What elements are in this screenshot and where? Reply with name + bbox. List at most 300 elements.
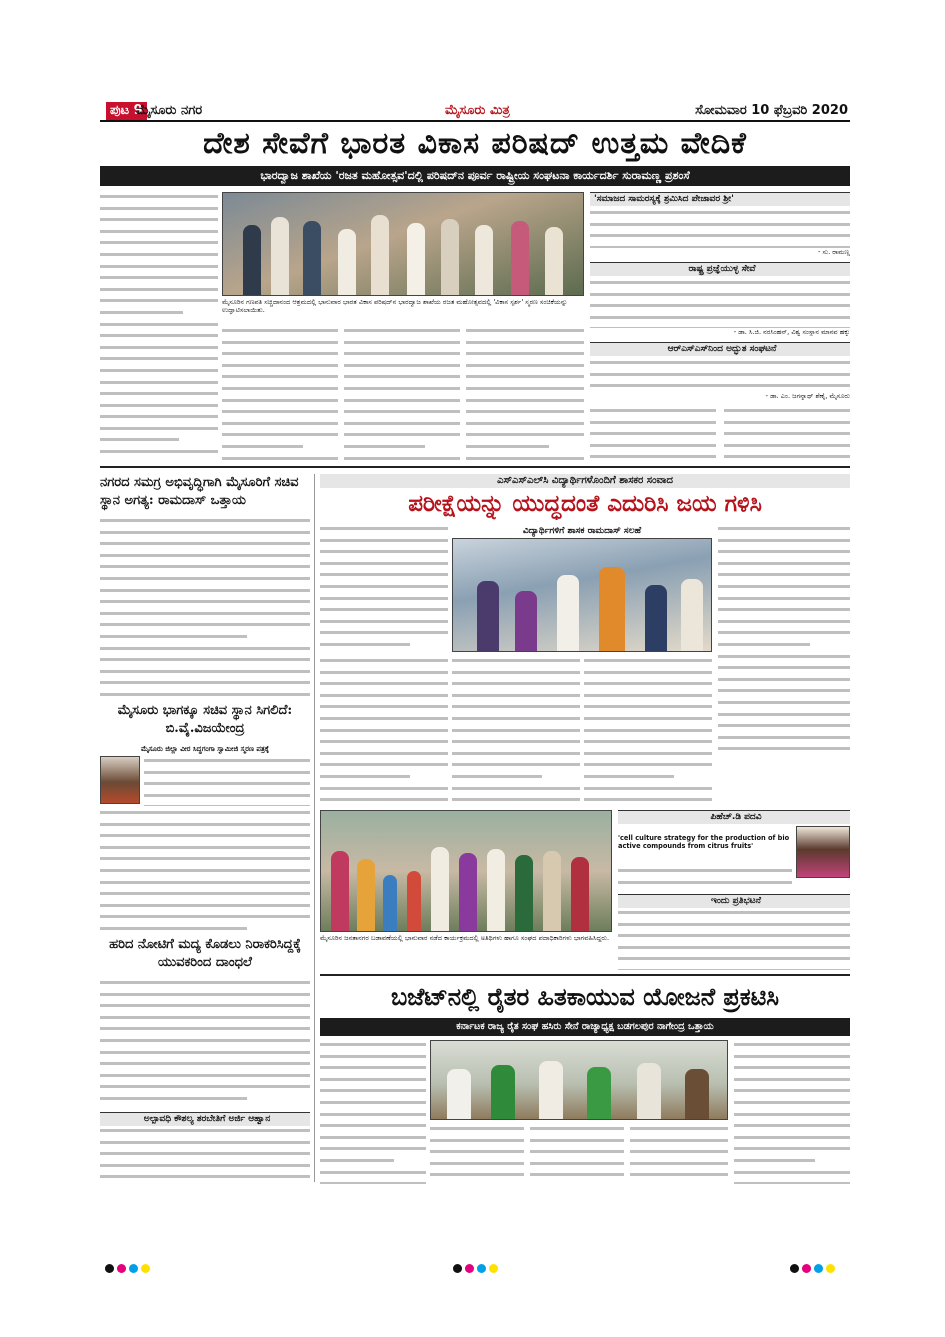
lead-story-body-col2 [222, 326, 338, 462]
body-text-line [100, 565, 310, 574]
body-text-line [344, 329, 460, 338]
photo-person [357, 859, 375, 931]
body-text-line [222, 387, 338, 396]
body-text-line [724, 455, 850, 462]
body-text-line [100, 346, 218, 355]
body-text-line [100, 195, 218, 204]
lead-story-body-col1 [100, 192, 218, 462]
body-text-line [100, 554, 310, 563]
body-text-line [734, 1043, 850, 1052]
body-text-line [734, 1136, 850, 1145]
body-text-line [320, 717, 448, 726]
body-text-line [718, 631, 850, 640]
bottom-body-col4 [630, 1124, 728, 1184]
body-text-line [100, 1164, 310, 1173]
body-text-line [718, 550, 850, 559]
body-text-line [100, 404, 218, 413]
body-text-line [718, 608, 850, 617]
body-text-line [452, 763, 580, 772]
body-text-line [222, 422, 338, 431]
body-text-line [734, 1182, 850, 1184]
photo-person [599, 567, 625, 651]
body-text-line [584, 775, 712, 784]
body-text-line [100, 323, 218, 332]
centre-headline: ಪರೀಕ್ಷೆಯನ್ನು ಯುದ್ಧದಂತೆ ಎದುರಿಸಿ ಜಯ ಗಳಿಸಿ [408, 490, 762, 517]
body-text-line [584, 763, 712, 772]
side-box-3-body [590, 358, 850, 392]
body-text-line [430, 1162, 524, 1171]
photo-person [459, 853, 477, 931]
body-text-line [100, 612, 310, 621]
body-text-line [320, 539, 448, 548]
body-text-line [100, 519, 310, 528]
body-text-line [452, 682, 580, 691]
photo-person [271, 217, 289, 295]
body-text-line [718, 527, 850, 536]
body-text-line [584, 705, 712, 714]
body-text-line [590, 211, 850, 220]
body-text-line [584, 729, 712, 738]
body-text-line [430, 1139, 524, 1148]
body-text-line [100, 600, 310, 609]
body-text-line [100, 1062, 310, 1071]
body-text-line [530, 1162, 624, 1171]
body-text-line [718, 678, 850, 687]
page-header [100, 102, 850, 122]
body-text-line [320, 671, 448, 680]
body-text-line [100, 415, 218, 424]
body-text-line [100, 1175, 310, 1182]
photo-person [447, 1069, 471, 1119]
body-text-line [466, 410, 584, 419]
body-text-line [320, 562, 448, 571]
body-text-line [144, 805, 310, 806]
body-text-line [618, 934, 850, 943]
body-text-line [144, 782, 310, 791]
group-photo-caption: ಮೈಸೂರಿನ ಜನತಾನಗರ ಬಡಾವಣೆಯಲ್ಲಿ ಭಾನುವಾರ ನಡೆದ ಕಾರ್ಯಕ್ರಮದಲ್ಲಿ ಅತಿಥಿಗಳು ಹಾಗೂ ಸಂಘದ ಪದಾಧಿಕಾರಿಗಳು ಭಾಗವಹಿಸಿದ್ದರು. [320, 934, 610, 942]
body-text-line [100, 1039, 310, 1048]
body-text-line [320, 752, 448, 761]
body-text-line [718, 747, 850, 756]
body-text-line [452, 717, 580, 726]
body-text-line [320, 1055, 426, 1064]
body-text-line [584, 740, 712, 749]
reg-dot [141, 1264, 150, 1273]
body-text-line [222, 410, 338, 419]
body-text-line [466, 375, 584, 384]
body-text-line [718, 736, 850, 745]
body-text-line [452, 740, 580, 749]
phd-body [618, 866, 792, 892]
side-box-3-title: ಆರ್‌ಎಸ್‌ಎಸ್‌ನಿಂದ ಅದ್ಭುತ ಸಂಘಟನೆ [590, 342, 850, 356]
body-text-line [320, 705, 448, 714]
body-text-line [590, 384, 850, 392]
body-text-line [618, 869, 792, 878]
reg-dot [814, 1264, 823, 1273]
body-text-line [320, 608, 448, 617]
photo-person [511, 221, 529, 295]
side-box-3-byline: - ಡಾ. ಎಂ. ಜಗನ್ನಾಥ್ ಶೆಣೈ, ಮೈಸೂರು [765, 392, 850, 400]
body-text-line [100, 892, 310, 901]
body-text-line [530, 1173, 624, 1182]
body-text-line [530, 1139, 624, 1148]
body-text-line [320, 573, 448, 582]
section-divider [320, 974, 850, 976]
body-text-line [100, 1141, 310, 1150]
students-photo [452, 538, 712, 652]
body-text-line [344, 410, 460, 419]
body-text-line [100, 369, 218, 378]
body-text-line [430, 1127, 524, 1136]
body-text-line [100, 834, 310, 843]
body-text-line [320, 787, 448, 796]
body-text-line [430, 1173, 524, 1182]
body-text-line [718, 666, 850, 675]
reg-dot [453, 1264, 462, 1273]
body-text-line [100, 1051, 310, 1060]
body-text-line [734, 1159, 850, 1168]
body-text-line [320, 643, 448, 652]
reg-dot [802, 1264, 811, 1273]
body-text-line [100, 311, 218, 320]
photo-person [637, 1063, 661, 1119]
body-text-line [100, 635, 310, 644]
body-text-line [320, 1113, 426, 1122]
body-text-line [100, 1016, 310, 1025]
body-text-line [718, 620, 850, 629]
body-text-line [100, 1004, 310, 1013]
body-text-line [452, 798, 580, 806]
body-text-line [590, 361, 850, 370]
story4-body [100, 1126, 310, 1182]
photo-person [487, 849, 505, 931]
body-text-line [100, 265, 218, 274]
body-text-line [100, 927, 310, 930]
phd-box-title: ಪಿಹೆಚ್.ಡಿ ಪದವಿ [618, 810, 850, 824]
photo-person [331, 851, 349, 931]
body-text-line [100, 241, 218, 250]
body-text-line [466, 352, 584, 361]
side-box-4-body-a [590, 406, 716, 462]
body-text-line [100, 658, 310, 667]
centre-body-col4 [718, 524, 850, 756]
centre-body-col2 [452, 656, 580, 806]
body-text-line [466, 457, 584, 462]
body-text-line [100, 981, 310, 990]
story1-body [100, 516, 310, 696]
body-text-line [100, 542, 310, 551]
body-text-line [100, 1085, 310, 1094]
today-box-title: ಇಂದು ಪ್ರತಿಭಟನೆ [618, 894, 850, 908]
reg-dot [826, 1264, 835, 1273]
story3-headline: ಹರಿದ ನೋಟಿಗೆ ಮದ್ಯ ಕೊಡಲು ನಿರಾಕರಿಸಿದ್ದಕ್ಕೆ ಯುವಕರಿಂದ ದಾಂಧಲೆ [109, 937, 301, 970]
reg-dot [105, 1264, 114, 1273]
body-text-line [584, 752, 712, 761]
body-text-line [320, 1182, 426, 1184]
body-text-line [100, 531, 310, 540]
photo-person [441, 219, 459, 295]
body-text-line [100, 589, 310, 598]
body-text-line [100, 823, 310, 832]
bottom-body-col2 [430, 1124, 524, 1184]
body-text-line [618, 969, 850, 970]
photo-person [475, 225, 493, 295]
body-text-line [320, 1101, 426, 1110]
body-text-line [100, 869, 310, 878]
photo-person [545, 227, 563, 295]
centre-body-col1 [320, 524, 448, 652]
story3-body [100, 978, 310, 1108]
body-text-line [734, 1124, 850, 1133]
body-text-line [530, 1150, 624, 1159]
body-text-line [100, 693, 310, 696]
body-text-line [100, 881, 310, 890]
side-box-1-byline: - ಸು. ರಾಮಣ್ಣ [818, 248, 850, 256]
side-box-1-body [590, 208, 850, 248]
body-text-line [344, 457, 460, 462]
body-text-line [584, 694, 712, 703]
body-text-line [320, 740, 448, 749]
body-text-line [222, 352, 338, 361]
body-text-line [590, 234, 850, 243]
section-divider [100, 466, 850, 468]
body-text-line [724, 409, 850, 418]
body-text-line [100, 904, 310, 913]
body-text-line [320, 597, 448, 606]
body-text-line [100, 299, 218, 308]
side-box-2-title: ರಾಷ್ಟ್ರ ಪ್ರಜ್ಞೆಯುಳ್ಳ ಸೇವೆ [590, 262, 850, 276]
today-box-body [618, 908, 850, 970]
body-text-line [630, 1173, 728, 1182]
body-text-line [724, 432, 850, 441]
body-text-line [452, 775, 580, 784]
body-text-line [100, 846, 310, 855]
body-text-line [144, 794, 310, 803]
body-text-line [100, 381, 218, 390]
body-text-line [100, 427, 218, 436]
centre-body-col3 [584, 656, 712, 806]
body-text-line [344, 352, 460, 361]
photo-person [243, 225, 261, 295]
body-text-line [100, 857, 310, 866]
bottom-headline: ಬಜೆಟ್‌ನಲ್ಲಿ ರೈತರ ಹಿತಕಾಯುವ ಯೋಜನೆ ಪ್ರಕಟಿಸಿ [390, 982, 780, 1011]
body-text-line [100, 647, 310, 656]
body-text-line [320, 1147, 426, 1156]
body-text-line [100, 577, 310, 586]
body-text-line [320, 1043, 426, 1052]
body-text-line [466, 422, 584, 431]
body-text-line [584, 682, 712, 691]
body-text-line [100, 334, 218, 343]
centre-kicker: ಎಸ್‌ಎಸ್‌ಎಲ್‌ಸಿ ವಿದ್ಯಾರ್ಥಿಗಳೊಂದಿಗೆ ಶಾಸಕರ ಸಂವಾದ [320, 474, 850, 488]
body-text-line [466, 364, 584, 373]
photo-person [557, 575, 579, 651]
body-text-line [344, 422, 460, 431]
body-text-line [100, 230, 218, 239]
bottom-body-col3 [530, 1124, 624, 1184]
body-text-line [734, 1113, 850, 1122]
body-text-line [320, 694, 448, 703]
body-text-line [320, 527, 448, 536]
body-text-line [590, 304, 850, 313]
lead-photo [222, 192, 584, 296]
body-text-line [100, 1074, 310, 1083]
body-text-line [718, 643, 850, 652]
reg-dot [129, 1264, 138, 1273]
body-text-line [320, 798, 448, 806]
body-text-line [320, 659, 448, 668]
body-text-line [100, 1097, 310, 1106]
body-text-line [718, 689, 850, 698]
body-text-line [344, 375, 460, 384]
body-text-line [618, 923, 850, 932]
body-text-line [618, 911, 850, 920]
phd-english-phrase: 'cell culture strategy for the production of bio active compounds from citrus fruits' [618, 834, 790, 851]
body-text-line [590, 373, 850, 382]
body-text-line [344, 364, 460, 373]
body-text-line [584, 659, 712, 668]
body-text-line [584, 717, 712, 726]
body-text-line [100, 1027, 310, 1036]
body-text-line [100, 681, 310, 690]
bottom-subbar: ಕರ್ನಾಟಕ ರಾಜ್ಯ ರೈತ ಸಂಘ ಹಸಿರು ಸೇನೆ ರಾಜ್ಯಾಧ್ಯಕ್ಷ ಬಡಗಲಪುರ ನಾಗೇಂದ್ರ ಒತ್ತಾಯ [320, 1018, 850, 1036]
photo-person [515, 591, 537, 651]
body-text-line [452, 729, 580, 738]
page-number: ಪುಟ 9 [106, 102, 147, 120]
body-text-line [590, 281, 850, 290]
body-text-line [100, 276, 218, 285]
body-text-line [100, 1152, 310, 1161]
issue-date: ಸೋಮವಾರ 10 ಫೆಬ್ರವರಿ 2020 [695, 103, 848, 118]
group-photo [320, 810, 612, 932]
body-text-line [734, 1101, 850, 1110]
section-name: ಮೈಸೂರು ನಗರ [136, 103, 203, 118]
body-text-line [590, 444, 716, 453]
body-text-line [452, 671, 580, 680]
body-text-line [100, 218, 218, 227]
newspaper-page [100, 96, 850, 1256]
side-box-2-body [590, 278, 850, 328]
body-text-line [222, 364, 338, 373]
body-text-line [618, 946, 850, 955]
body-text-line [344, 341, 460, 350]
farmers-photo [430, 1040, 728, 1120]
body-text-line [320, 1136, 426, 1145]
body-text-line [344, 445, 460, 454]
body-text-line [222, 433, 338, 442]
body-text-line [734, 1078, 850, 1087]
body-text-line [320, 775, 448, 784]
body-text-line [466, 399, 584, 408]
photo-person [303, 221, 321, 295]
newspaper-name: ಮೈಸೂರು ಮಿತ್ರ [445, 103, 510, 118]
body-text-line [320, 1159, 426, 1168]
story1-headline: ನಗರದ ಸಮಗ್ರ ಅಭಿವೃದ್ಧಿಗಾಗಿ ಮೈಸೂರಿಗೆ ಸಚಿವ ಸ್ಥಾನ ಅಗತ್ಯ: ರಾಮದಾಸ್ ಒತ್ತಾಯ [100, 475, 299, 508]
photo-person [587, 1067, 611, 1119]
body-text-line [100, 915, 310, 924]
body-text-line [100, 253, 218, 262]
body-text-line [584, 787, 712, 796]
body-text-line [320, 763, 448, 772]
body-text-line [222, 329, 338, 338]
story2-kicker: ಮೈಸೂರು ಜಿಲ್ಲಾ ವೀರ ಸಿದ್ಧಗಂಗಾ ಸ್ವಾಮೀಜಿ ಸ್ಮರಣ ಪತ್ರಕ್ಕೆ [141, 745, 269, 753]
body-text-line [618, 957, 850, 966]
body-text-line [724, 421, 850, 430]
photo-person [543, 851, 561, 931]
body-text-line [590, 421, 716, 430]
body-text-line [734, 1147, 850, 1156]
body-text-line [718, 585, 850, 594]
body-text-line [452, 752, 580, 761]
body-text-line [466, 433, 584, 442]
body-text-line [222, 445, 338, 454]
body-text-line [452, 659, 580, 668]
column-rule [314, 474, 315, 1182]
body-text-line [466, 341, 584, 350]
body-text-line [320, 1078, 426, 1087]
centre-body-col1b [320, 656, 448, 806]
photo-person [571, 857, 589, 931]
body-text-line [100, 450, 218, 459]
body-text-line [734, 1089, 850, 1098]
body-text-line [320, 682, 448, 691]
reg-dot [465, 1264, 474, 1273]
body-text-line [452, 705, 580, 714]
body-text-line [452, 787, 580, 796]
lead-story-body-col4 [466, 326, 584, 462]
body-text-line [320, 620, 448, 629]
body-text-line [100, 670, 310, 679]
body-text-line [734, 1055, 850, 1064]
photo-person [685, 1069, 709, 1119]
body-text-line [590, 316, 850, 325]
side-box-1-title: 'ಸಮಾಜದ ಸಾಮರಸ್ಯಕ್ಕೆ ಶ್ರಮಿಸಿದ ಪೇಜಾವರ ಶ್ರೀ' [590, 192, 850, 206]
bottom-body-col5 [734, 1040, 850, 1184]
body-text-line [718, 713, 850, 722]
body-text-line [100, 438, 218, 447]
body-text-line [452, 694, 580, 703]
photo-person [539, 1061, 563, 1119]
body-text-line [718, 539, 850, 548]
body-text-line [734, 1171, 850, 1180]
body-text-line [144, 771, 310, 780]
photo-person [431, 847, 449, 931]
phd-portrait [796, 826, 850, 878]
body-text-line [584, 671, 712, 680]
body-text-line [100, 357, 218, 366]
body-text-line [320, 1089, 426, 1098]
reg-dot [790, 1264, 799, 1273]
body-text-line [100, 288, 218, 297]
reg-dot [117, 1264, 126, 1273]
photo-person [491, 1065, 515, 1119]
centre-subhead: ವಿದ್ಯಾರ್ಥಿಗಳಿಗೆ ಶಾಸಕ ರಾಮದಾಸ್ ಸಲಹೆ [522, 526, 642, 536]
body-text-line [630, 1139, 728, 1148]
photo-person [477, 581, 499, 651]
body-text-line [718, 701, 850, 710]
body-text-line [344, 387, 460, 396]
body-text-line [734, 1066, 850, 1075]
body-text-line [530, 1127, 624, 1136]
body-text-line [724, 444, 850, 453]
photo-person [645, 585, 667, 651]
lead-headline: ದೇಶ ಸೇವೆಗೆ ಭಾರತ ವಿಕಾಸ ಪರಿಷದ್ ಉತ್ತಮ ವೇದಿಕೆ [203, 126, 747, 161]
side-box-2-byline: - ಡಾ. ಸಿ.ಜಿ. ನರಸಿಂಹನ್, ವಿಶ್ವ ಸಂಸ್ಥಾನ ಮಾನವ ಹಕ್ಕು [733, 328, 850, 336]
body-text-line [100, 207, 218, 216]
body-text-line [320, 1124, 426, 1133]
body-text-line [100, 993, 310, 1002]
body-text-line [430, 1150, 524, 1159]
